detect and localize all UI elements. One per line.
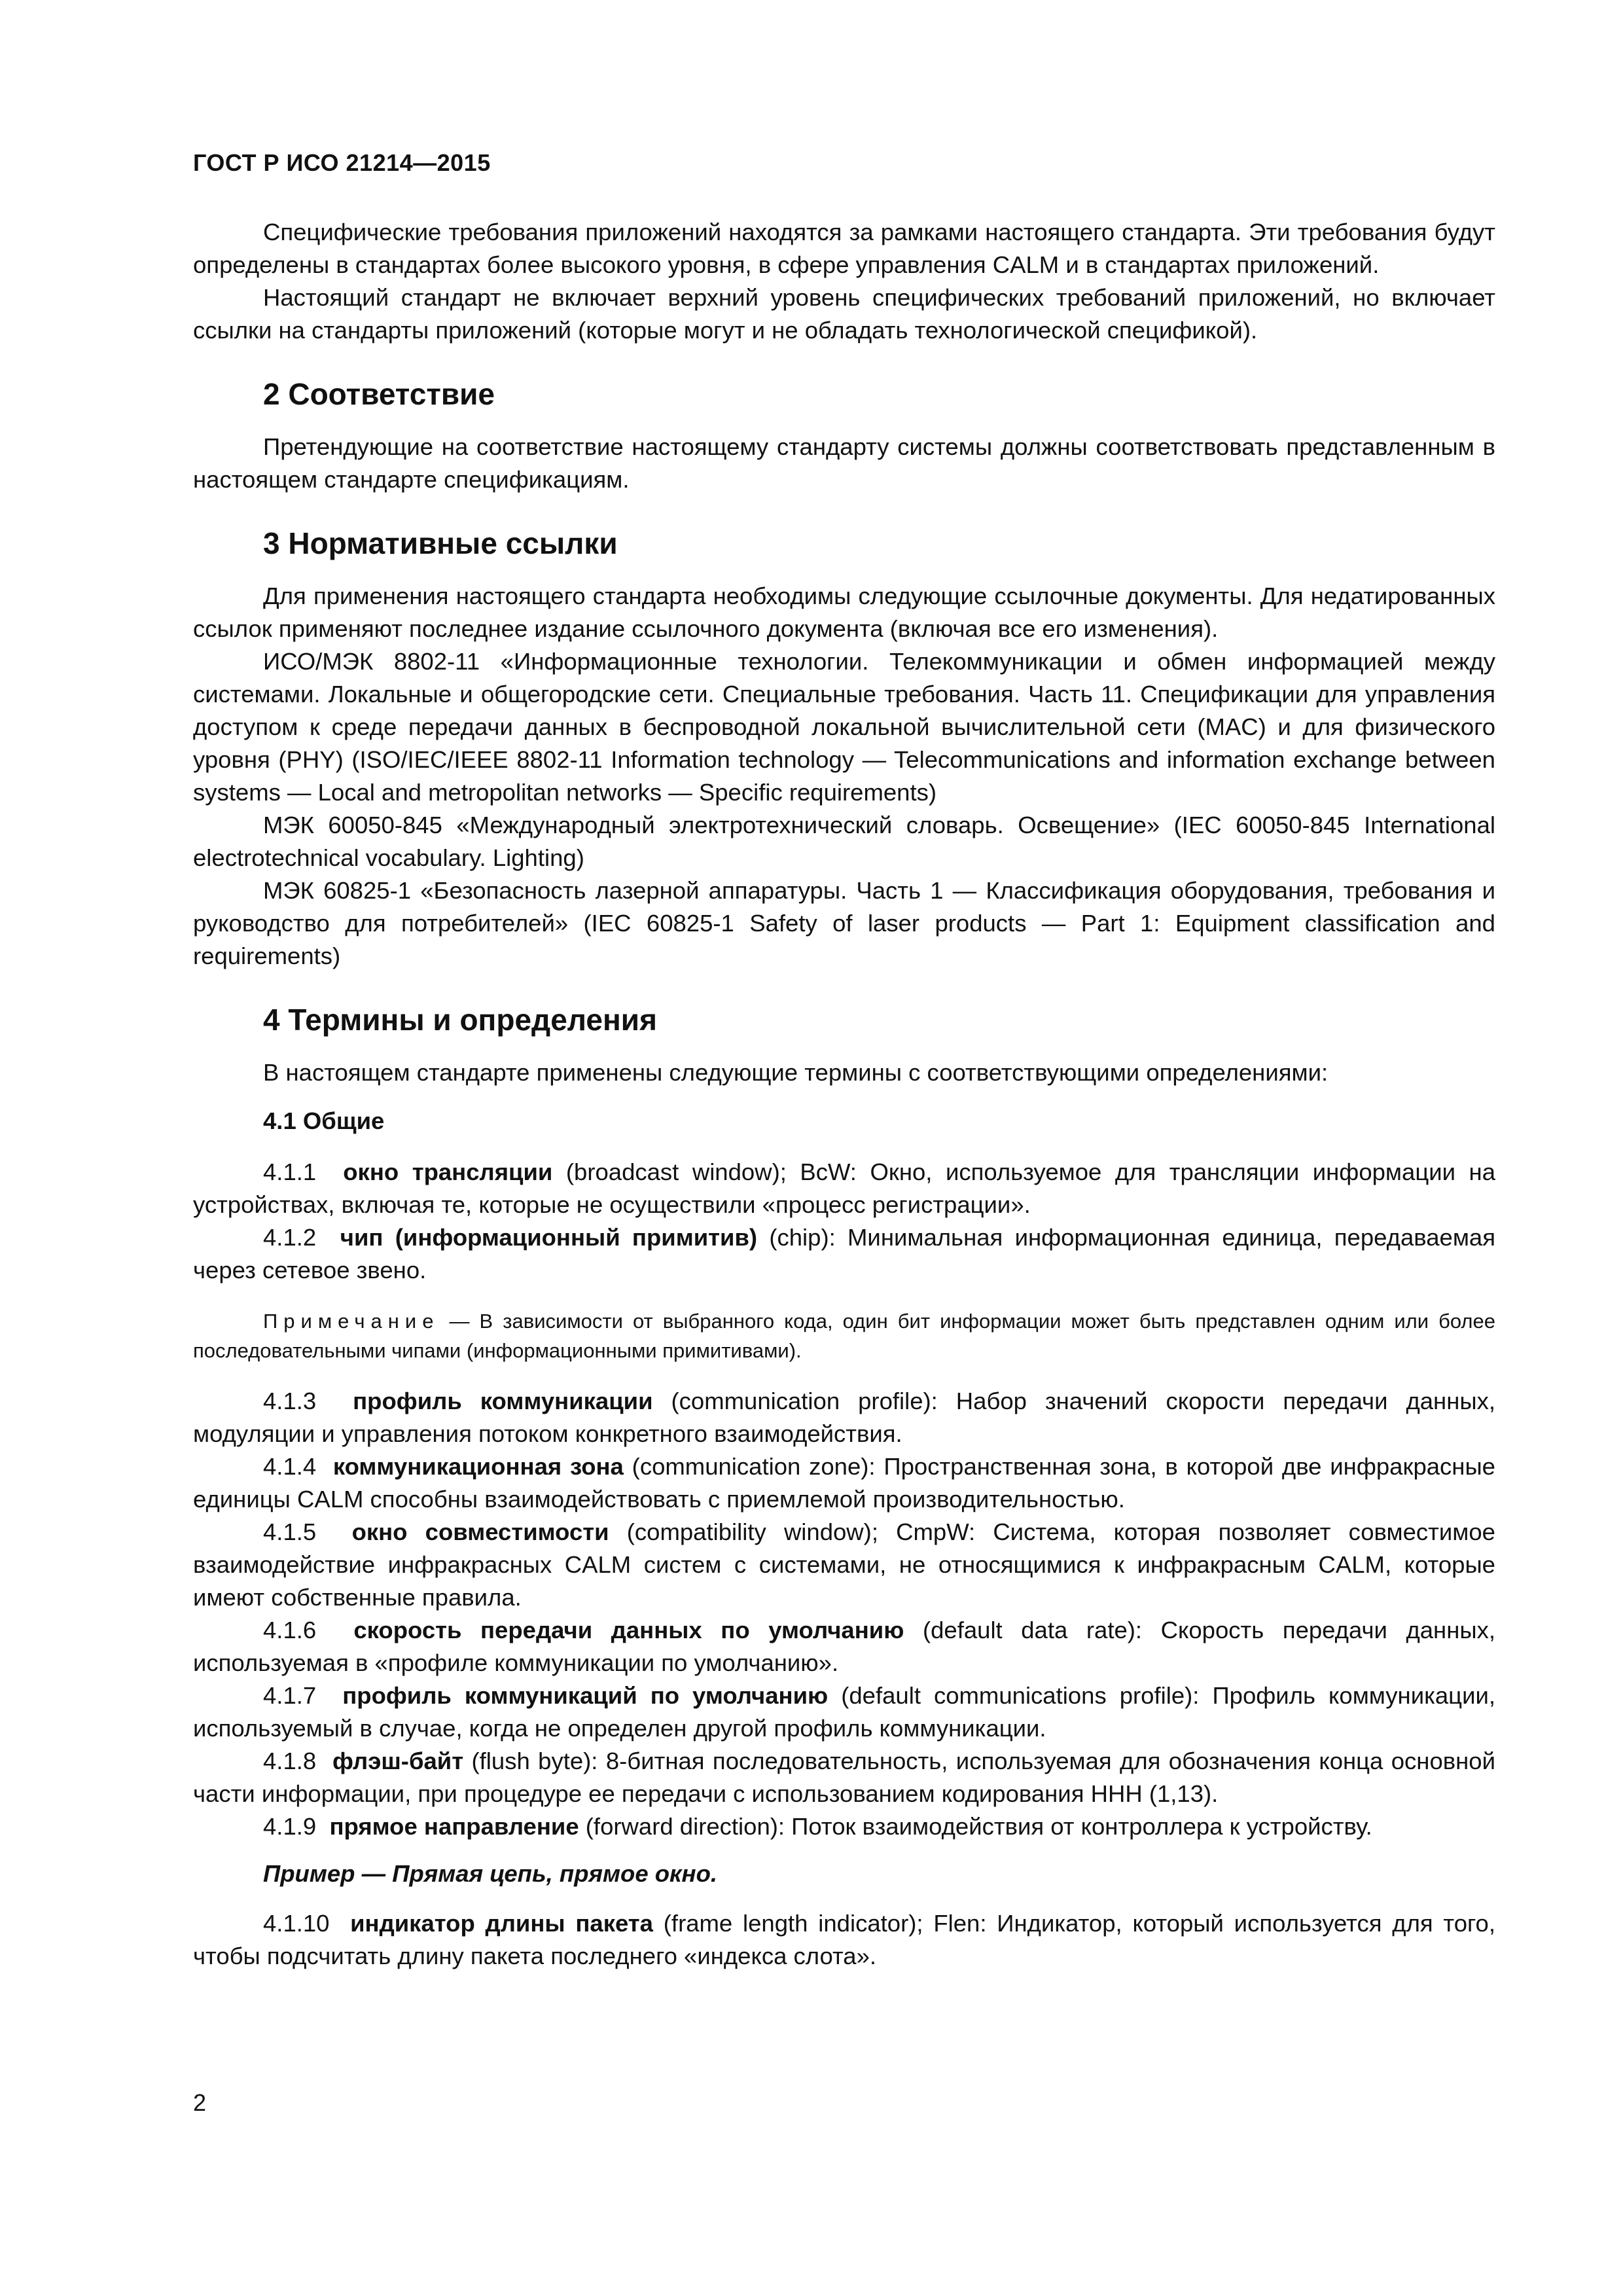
term-definition [193,1450,1495,1516]
term-definition [193,1679,1495,1745]
term-definition [193,1614,1495,1679]
term-name: коммуникационная зона [332,1453,624,1480]
example-paragraph: Пример — Прямая цепь, прямое окно. [263,1860,718,1887]
term-name: окно трансляции [343,1158,553,1185]
term-definition [193,1156,1495,1221]
document-body [193,216,1495,1973]
subsection-4-1-heading: 4.1 Общие [263,1107,385,1134]
section-2-paragraph: Претендующие на соответствие настоящему стандарту системы должны соответствовать представленным в настоящем стандарте спецификациям. [193,433,1495,493]
term-text: (communication zone): Пространственная зона, в которой две инфракрасные единицы CALM способны взаимодействовать с приемлемой производительностью. [193,1453,1495,1513]
reference-iec-60050-845: МЭК 60050-845 «Международный электротехнический словарь. Освещение» (IEC 60050-845 International electrotechnical vocabulary. Lighting) [193,812,1495,871]
term-number: 4.1.8 [263,1748,317,1774]
term-number: 4.1.3 [263,1388,317,1414]
term-number: 4.1.1 [263,1158,317,1185]
section-2-heading: 2 Соответствие [263,377,495,411]
term-name: скорость передачи данных по умолчанию [353,1617,904,1643]
section-3-paragraph-1: Для применения настоящего стандарта необходимы следующие ссылочные документы. Для недатированных ссылок применяют последнее издание ссылочного документа (включая все его изменения). [193,583,1495,642]
term-name: окно совместимости [351,1518,609,1545]
term-definition [193,1516,1495,1614]
term-name: индикатор длины пакета [350,1910,653,1937]
reference-iec-60825-1: МЭК 60825-1 «Безопасность лазерной аппаратуры. Часть 1 — Классификация оборудования, требования и руководство для потребителей» (IEC 60825-1 Safety of laser products — Part 1: Equipment classification and requirements) [193,877,1495,969]
term-definition [193,1810,1495,1843]
term-text: (default communications profile): Профиль коммуникации, используемый в случае, когда не определен другой профиль коммуникации. [193,1682,1495,1742]
intro-paragraph-1: Специфические требования приложений находятся за рамками настоящего стандарта. Эти требования будут определены в стандартах более высокого уровня, в сфере управления CALM и в стандартах приложений. [193,219,1495,278]
term-definition [193,1385,1495,1450]
term-number: 4.1.7 [263,1682,317,1709]
term-text: (broadcast window); BcW: Окно, используемое для трансляции информации на устройствах, включая те, которые не осуществили «процесс регистрации». [193,1158,1495,1218]
term-text: (compatibility window); CmpW: Система, которая позволяет совместимое взаимодействие инфракрасных CALM систем с системами, не относящимися к инфракрасным CALM, которые имеют собственные правила. [193,1518,1495,1611]
term-text: (frame length indicator); Flen: Индикатор, который используется для того, чтобы подсчитать длину пакета последнего «индекса слота». [193,1910,1495,1969]
term-name: чип (информационный примитив) [340,1224,758,1251]
term-name: прямое направление [329,1813,579,1840]
note-paragraph [193,1306,1495,1365]
intro-paragraph-2: Настоящий стандарт не включает верхний уровень специфических требований приложений, но включает ссылки на стандарты приложений (которые могут и не обладать технологической спецификой). [193,284,1495,344]
document-header: ГОСТ Р ИСО 21214—2015 [193,149,491,176]
term-definition [193,1907,1495,1973]
term-text: (flush byte): 8-битная последовательность, используемая для обозначения конца основной части информации, при процедуре ее передачи с использованием кодирования HHH (1,13). [193,1748,1495,1807]
term-text: (communication profile): Набор значений скорости передачи данных, модуляции и управления потоком конкретного взаимодействия. [193,1388,1495,1447]
term-definition [193,1745,1495,1810]
section-4-intro: В настоящем стандарте применены следующие термины с соответствующими определениями: [263,1059,1329,1086]
term-name: профиль коммуникаций по умолчанию [342,1682,829,1709]
term-text: (forward direction): Поток взаимодействия от контроллера к устройству. [579,1813,1372,1840]
section-4-heading: 4 Термины и определения [263,1003,657,1037]
term-number: 4.1.2 [263,1224,317,1251]
term-number: 4.1.5 [263,1518,317,1545]
note-label: Примечание [263,1310,440,1333]
section-3-heading: 3 Нормативные ссылки [263,526,618,560]
term-definition [193,1221,1495,1287]
term-name: профиль коммуникации [353,1388,653,1414]
note-text: — В зависимости от выбранного кода, один бит информации может быть представлен одним или более последовательными чипами (информационными примитивами). [193,1310,1495,1362]
term-number: 4.1.10 [263,1910,330,1937]
term-name: флэш-байт [332,1748,464,1774]
term-number: 4.1.9 [263,1813,317,1840]
term-number: 4.1.6 [263,1617,317,1643]
term-number: 4.1.4 [263,1453,317,1480]
reference-iso-iec-8802-11: ИСО/МЭК 8802-11 «Информационные технологии. Телекоммуникации и обмен информацией между системами. Локальные и общегородские сети. Специальные требования. Часть 11. Спецификации для управления доступом к среде передачи данных в беспроводной локальной вычислительной сети (MAC) и для физического уровня (PHY) (ISO/IEC/IEEE 8802-11 Information technology — Telecommunications and information exchange between systems — Local and metropolitan networks — Specific requirements) [193,648,1495,806]
term-text: (chip): Минимальная информационная единица, передаваемая через сетевое звено. [193,1224,1495,1283]
page-number: 2 [193,2089,207,2116]
term-text: (default data rate): Скорость передачи данных, используемая в «профиле коммуникации по умолчанию». [193,1617,1495,1676]
